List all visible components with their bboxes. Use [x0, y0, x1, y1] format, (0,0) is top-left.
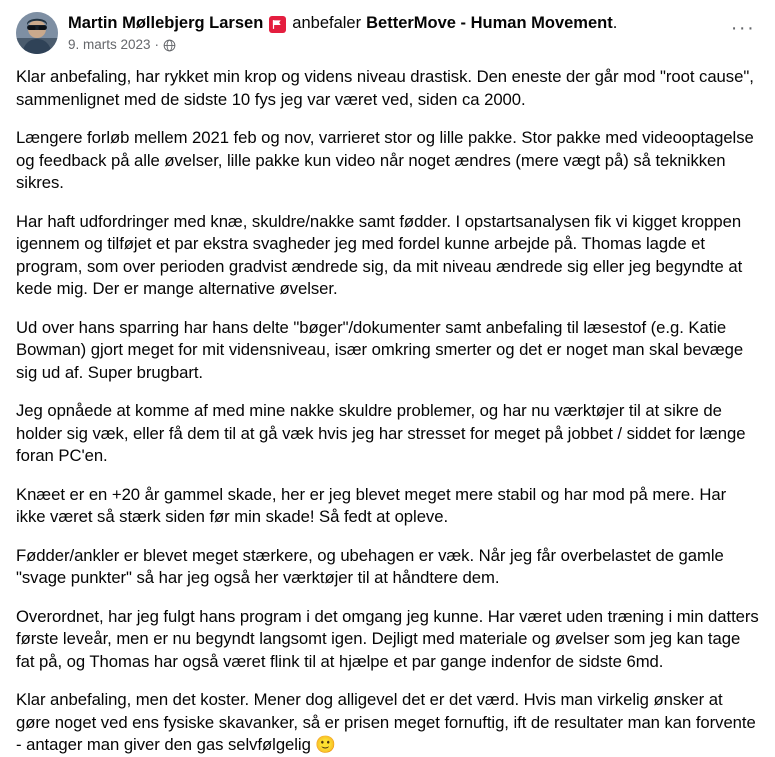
post-timestamp-row: [68, 37, 727, 52]
meta-separator: ·: [154, 37, 160, 52]
post-meta: [68, 12, 727, 52]
post-paragraph: Har haft udfordringer med knæ, skuldre/nakke samt fødder. I opstartsanalysen fik vi kigget kroppen igennem og tilføjet et par ekstra svagheder jeg med fordel kunne arbejde på. Thomas lagde et program, som over perioden gradvist ændrede sig, da mit niveau ændrede sig eller jeg begyndte at kede mig. Der er mange alternative øvelser.: [16, 211, 743, 298]
author-name[interactable]: Martin Møllebjerg Larsen: [68, 14, 264, 32]
post-options-button[interactable]: ···: [730, 17, 756, 39]
post-body: [16, 58, 759, 757]
page-name-link[interactable]: BetterMove - Human Movement: [366, 14, 613, 32]
recommend-flag-icon: [269, 16, 286, 33]
post-paragraph: Klar anbefaling, har rykket min krop og videns niveau drastisk. Den eneste der går mod "root cause", sammenlignet med de sidste 10 fys jeg var været ved, siden ca 2000.: [16, 67, 754, 109]
avatar[interactable]: [16, 12, 58, 54]
post-paragraph: Jeg opnåede at komme af med mine nakke skuldre problemer, og har nu værktøjer til at sikre de holder sig væk, eller få dem til at gå væk hvis jeg har stresset for meget på jobbet / siddet for længe foran PC'en.: [16, 401, 746, 465]
action-text: anbefaler: [292, 14, 362, 32]
post-paragraph: Ud over hans sparring har hans delte "bøger"/dokumenter samt anbefaling til læsestof (e.g. Katie Bowman) gjort meget for mit vidensniveau, især omkring smerter og det er noget man skal bevæge sig ud af. Super brugbart.: [16, 317, 744, 382]
post-attribution-line: [68, 13, 727, 34]
globe-icon[interactable]: [163, 39, 176, 52]
sentence-period: .: [612, 14, 618, 32]
post-paragraph: Klar anbefaling, men det koster. Mener dog alligevel det er det værd. Hvis man virkelig ønsker at gøre noget ved ens fysiske skavanker, så er prisen meget fornuftig, ift de resultater man kan forvente - antager man giver den gas selvfølgelig 🙂: [16, 690, 756, 754]
post-paragraph: Længere forløb mellem 2021 feb og nov, varrieret stor og lille pakke. Stor pakke med videooptagelse og feedback på alle øvelser, lille pakke kun video når noget ændres (mere vægt på) så teknikken sikres.: [16, 128, 754, 192]
post-date[interactable]: 9. marts 2023: [68, 37, 151, 52]
post-paragraph: Overordnet, har jeg fulgt hans program i det omgang jeg kunne. Har været uden træning i min datters første leveår, men er nu begyndt langsomt igen. Dejligt med materiale og øvelser som jeg kan tage fat på, og Thomas har også været flink til at hjælpe et par gange indenfor de sidste 6md.: [16, 606, 759, 671]
post-header: [16, 10, 759, 58]
post-paragraph: Fødder/ankler er blevet meget stærkere, og ubehagen er væk. Når jeg får overbelastet de gamle "svage punkter" så har jeg også her værktøjer til at håndtere dem.: [16, 545, 724, 587]
post-paragraph: Knæet er en +20 år gammel skade, her er jeg blevet meget mere stabil og har mod på mere. Har ikke været så stærk siden før min skade! Så fedt at opleve.: [16, 484, 727, 526]
